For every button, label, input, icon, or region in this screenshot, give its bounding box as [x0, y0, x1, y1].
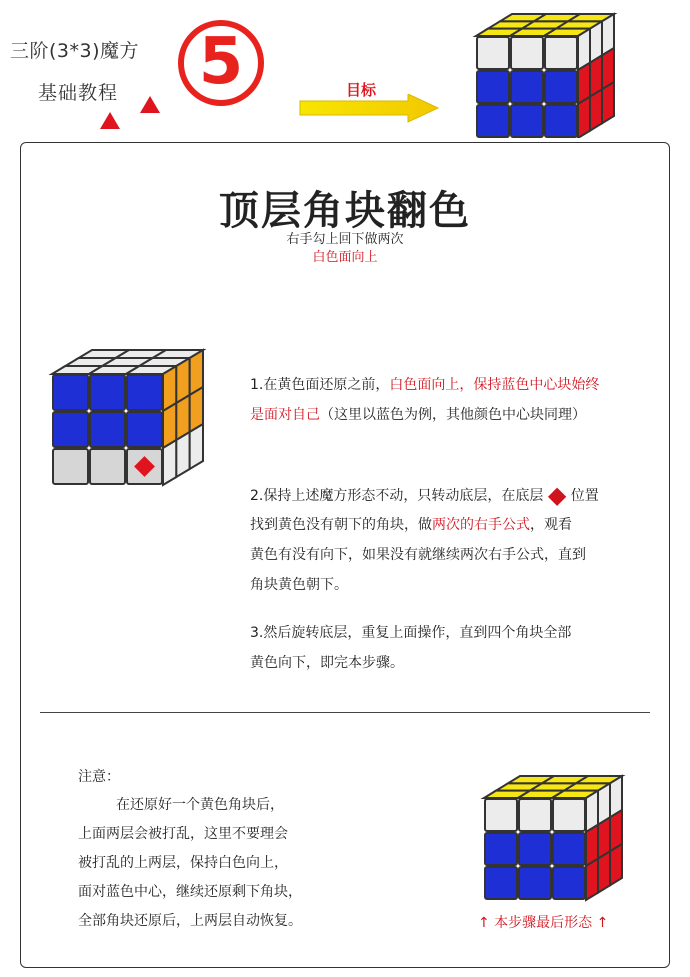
- cube-drawing: [476, 14, 614, 138]
- note-heading: 注意：: [78, 769, 120, 785]
- cube-facelet: [485, 867, 517, 899]
- text-segment: 2.保持上述魔方形态不动，只转动底层，在底层: [250, 488, 548, 504]
- triangle-icon: [140, 96, 160, 113]
- cube-facelet: [610, 844, 622, 885]
- text-segment: 黄色有没有向下，如果没有就继续两次右手公式，直到: [250, 547, 586, 563]
- cube-facelet: [176, 432, 189, 477]
- note-line: 面对蓝色中心，继续还原剩下角块，: [78, 884, 302, 900]
- cube-facelet: [586, 859, 598, 900]
- header-title-line1: 三阶(3*3)魔方: [10, 40, 140, 62]
- cube-facelet: [511, 71, 543, 103]
- cube-facelet: [519, 799, 551, 831]
- note-line: 上面两层会被打乱，这里不要理会: [78, 826, 288, 842]
- step-3-line: [250, 650, 404, 676]
- step-3-line: [250, 620, 571, 646]
- final-state-caption: ↑ 本步骤最后形态 ↑: [478, 915, 609, 931]
- cube-facelet: [553, 799, 585, 831]
- diamond-icon: ◆: [547, 481, 567, 509]
- text-segment: 位置: [566, 488, 599, 504]
- step-2-line: [250, 482, 599, 509]
- step-2-line: [250, 542, 586, 568]
- step-2-line: [250, 572, 348, 598]
- text-segment: （这里以蓝色为例，其他颜色中心块同理）: [320, 407, 586, 423]
- cube-facelet: [553, 833, 585, 865]
- text-segment: 角块黄色朝下。: [250, 577, 348, 593]
- cube-facelet: [190, 424, 203, 469]
- goal-label: 目标: [346, 81, 377, 99]
- cube-facelet: [90, 412, 125, 447]
- cube-facelet: [578, 97, 590, 138]
- text-segment: 1.在黄色面还原之前，: [250, 377, 390, 393]
- cube-facelet: [53, 412, 88, 447]
- cube-facelet: [477, 71, 509, 103]
- section-divider: [40, 712, 650, 713]
- text-segment: 白色面向上，保持蓝色中心块始终: [389, 377, 600, 393]
- step-2-line: [250, 512, 572, 538]
- cube-facelet: [485, 833, 517, 865]
- text-segment: 黄色向下，即完本步骤。: [250, 655, 404, 671]
- cube-facelet: [545, 71, 577, 103]
- cube-facelet: [519, 867, 551, 899]
- cube-facelet: [545, 105, 577, 137]
- cube-facelet: [477, 37, 509, 69]
- cube-facelet: [90, 449, 125, 484]
- cube-facelet: [590, 89, 602, 130]
- cube-facelet: [545, 37, 577, 69]
- header-title-line2: 基础教程: [38, 82, 119, 104]
- text-segment: 两次的右手公式: [432, 517, 530, 533]
- cube-facelet: [477, 105, 509, 137]
- cube-facelet: [53, 375, 88, 410]
- note-line: 被打乱的上两层，保持白色向上，: [78, 855, 288, 871]
- subtitle-orientation: 白色面向上: [312, 250, 378, 265]
- step-1-line: [250, 402, 586, 428]
- cube-facelet: [127, 412, 162, 447]
- text-segment: ，观看: [530, 517, 572, 533]
- goal-cube-image: [470, 8, 620, 138]
- cube-facelet: [163, 440, 176, 485]
- note-line: 在还原好一个黄色角块后，: [116, 797, 284, 813]
- cube-facelet: [90, 375, 125, 410]
- text-segment: 找到黄色没有朝下的角块，做: [250, 517, 432, 533]
- text-segment: 是面对自己: [250, 407, 320, 423]
- cube-facelet: [511, 105, 543, 137]
- cube-facelet: [511, 37, 543, 69]
- cube-facelet: [519, 833, 551, 865]
- cube-facelet: [553, 867, 585, 899]
- cube-facelet: [127, 375, 162, 410]
- subtitle-formula: 右手勾上回下做两次: [286, 232, 404, 247]
- cube-facelet: [602, 82, 614, 123]
- step-cube-image: [48, 344, 218, 494]
- cube-facelet: [53, 449, 88, 484]
- note-line: 全部角块还原后，上两层自动恢复。: [78, 913, 302, 929]
- cube-facelet: [598, 851, 610, 892]
- page-title: 顶层角块翻色: [219, 188, 471, 234]
- step-1-line: [250, 372, 599, 398]
- five-digit-icon: 5: [198, 25, 244, 99]
- cube-facelet: [485, 799, 517, 831]
- final-cube-image: [478, 770, 628, 906]
- step-number-badge: [178, 20, 264, 106]
- text-segment: 3.然后旋转底层，重复上面操作，直到四个角块全部: [250, 625, 572, 641]
- triangle-icon: [100, 112, 120, 129]
